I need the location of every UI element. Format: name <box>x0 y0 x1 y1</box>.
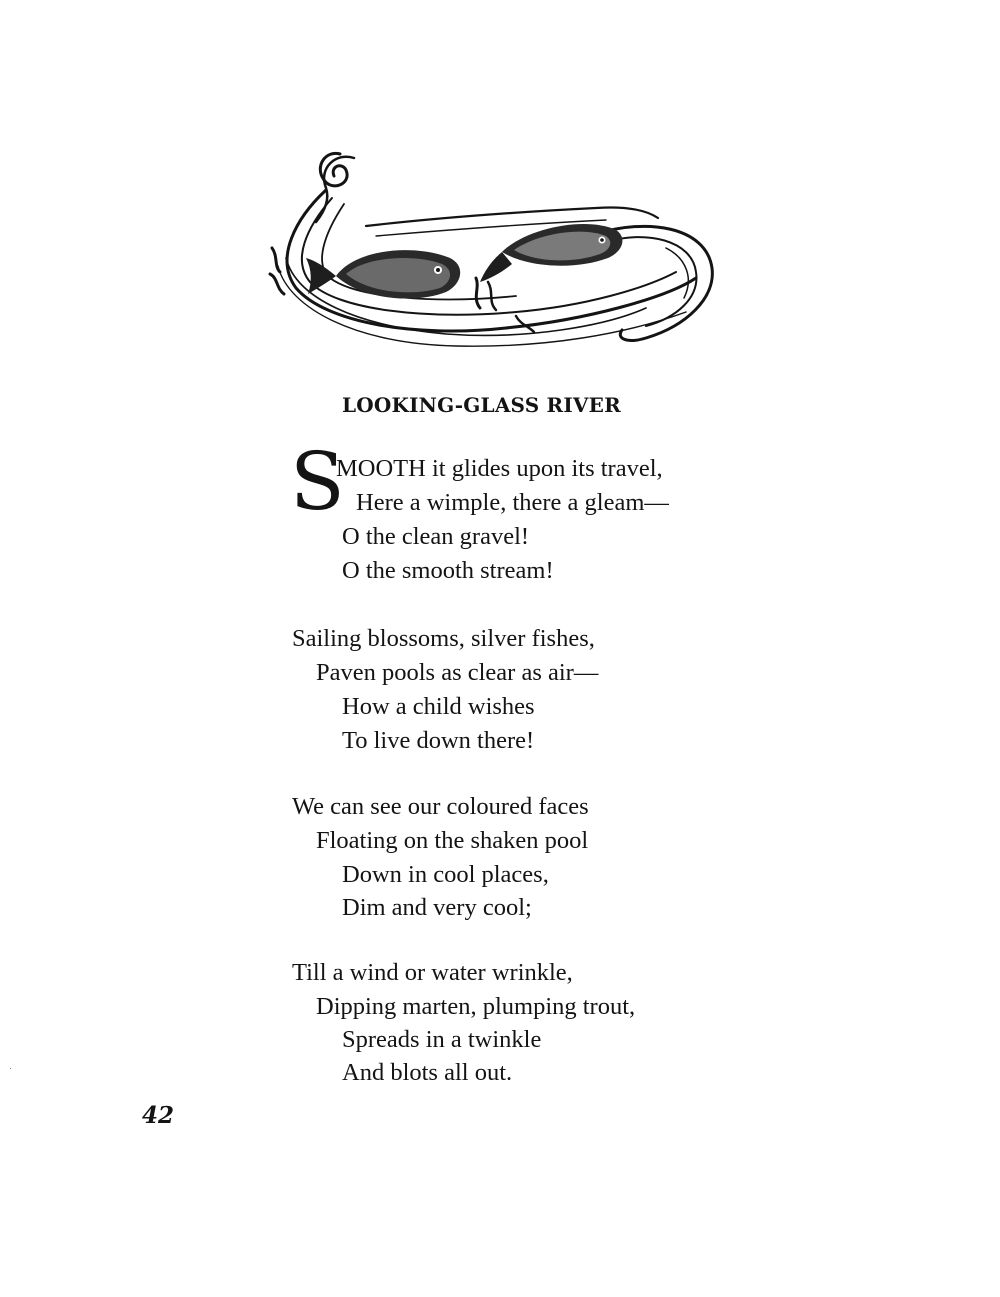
page-number: 42 <box>142 1102 175 1129</box>
poem-line: How a child wishes <box>342 693 535 720</box>
fish-in-stream-vignette-icon <box>266 148 718 352</box>
poem-line: Till a wind or water wrinkle, <box>292 959 573 986</box>
poem-line: We can see our coloured faces <box>292 793 589 820</box>
poem-line: O the smooth stream! <box>342 557 554 584</box>
poem-line: Sailing blossoms, silver fishes, <box>292 625 595 652</box>
poem-line: MOOTH it glides upon its travel, <box>336 455 663 482</box>
poem-title: LOOKING-GLASS RIVER <box>342 393 621 417</box>
poem-line: Down in cool places, <box>342 861 549 888</box>
poem-line: Floating on the shaken pool <box>316 827 589 854</box>
poem-line: Paven pools as clear as air— <box>316 659 599 686</box>
poem-line: Dim and very cool; <box>342 894 532 921</box>
poem-line: To live down there! <box>342 727 535 754</box>
poem-line: Spreads in a twinkle <box>342 1026 542 1053</box>
poem-line: Here a wimple, there a gleam— <box>356 489 669 516</box>
scan-speck <box>10 1068 11 1069</box>
poem-line: And blots all out. <box>342 1059 513 1086</box>
poem-line: O the clean gravel! <box>342 523 530 550</box>
poem-line: Dipping marten, plumping trout, <box>316 993 636 1020</box>
drop-cap: S <box>290 435 345 528</box>
